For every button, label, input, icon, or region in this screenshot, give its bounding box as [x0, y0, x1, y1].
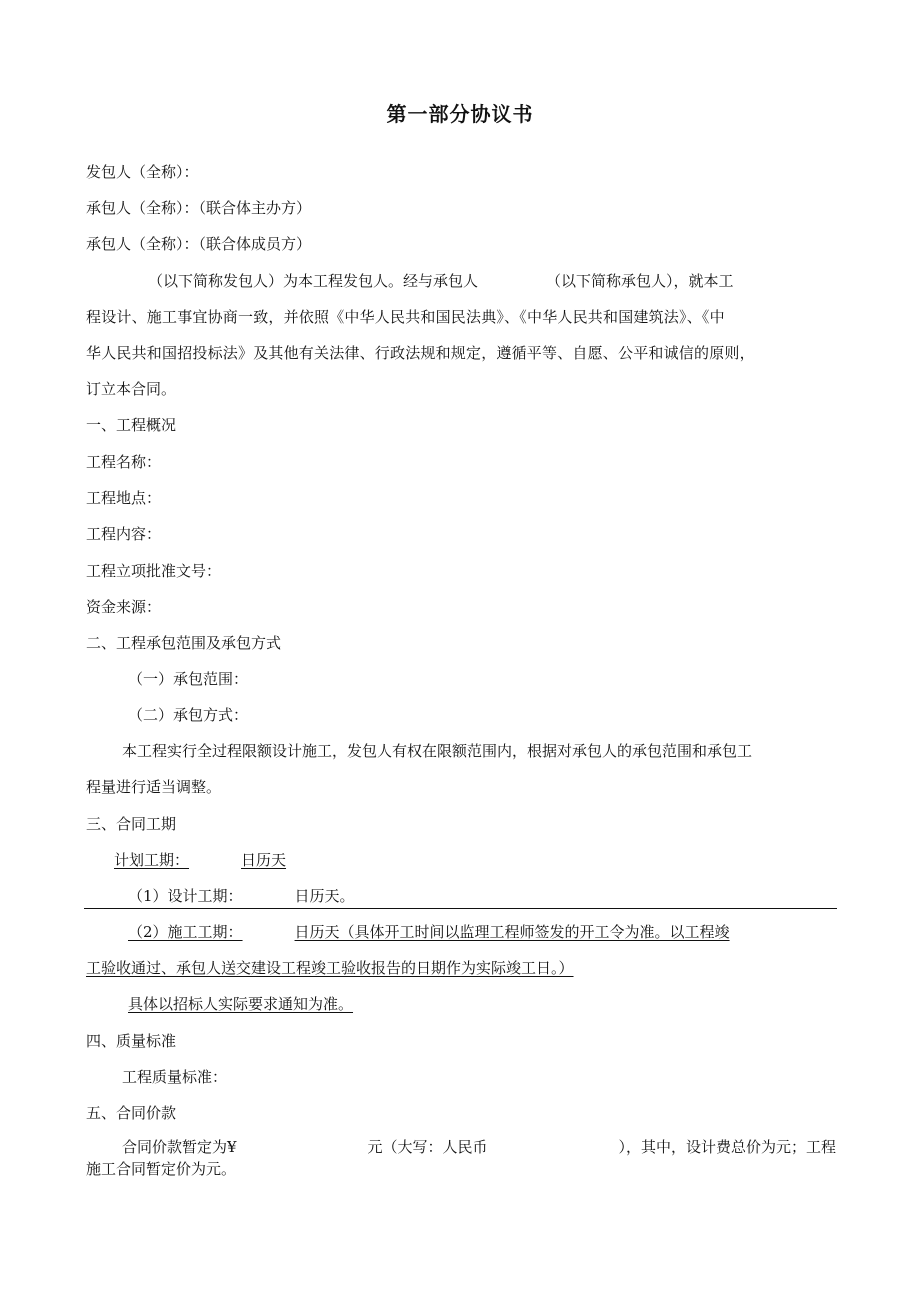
quality-standard-line: 工程质量标准：	[122, 1068, 228, 1086]
contract-price-line-2: 施工合同暂定价为元。	[86, 1160, 237, 1178]
section-5-heading: 五、合同价款	[86, 1104, 177, 1122]
funding-source-line: 资金来源：	[86, 598, 162, 616]
design-duration-line	[128, 886, 355, 906]
contract-scope-line: （一）承包范围：	[128, 670, 249, 688]
intro-line-2: 程设计、施工事宜协商一致，并依照《中华人民共和国民法典》、《中华人民共和国建筑法》、《中	[86, 308, 725, 326]
section-3-heading: 三、合同工期	[86, 815, 177, 833]
contract-price-words-label: 元（大写：人民币	[367, 1138, 488, 1156]
project-approval-line: 工程立项批准文号：	[86, 562, 222, 580]
horizontal-rule	[84, 908, 837, 909]
construction-duration-label: （2）施工工期：	[128, 923, 243, 941]
project-content-line: 工程内容：	[86, 525, 162, 543]
design-duration-label: （1）设计工期：	[128, 887, 243, 905]
section-4-heading: 四、质量标准	[86, 1032, 177, 1050]
construction-duration-line-2: 工验收通过、承包人送交建设工程竣工验收报告的日期作为实际竣工日。）	[86, 959, 574, 977]
contract-method-line: （二）承包方式：	[128, 706, 249, 724]
party-a-line: 发包人（全称）：	[86, 163, 199, 181]
contract-price-label: 合同价款暂定为¥	[122, 1138, 237, 1156]
document-title: 第一部分协议书	[386, 102, 534, 126]
limit-design-para-line-1: 本工程实行全过程限额设计施工，发包人有权在限额范围内，根据对承包人的承包范围和承包工	[122, 742, 753, 760]
duration-note-line: 具体以招标人实际要求通知为准。	[128, 995, 354, 1013]
party-b-lead-line: 承包人（全称）：（联合体主办方）	[86, 199, 312, 217]
section-1-heading: 一、工程概况	[86, 416, 177, 434]
planned-duration-line	[114, 850, 286, 870]
construction-duration-text: 日历天（具体开工时间以监理工程师签发的开工令为准。以工程竣	[294, 923, 730, 941]
planned-duration-unit: 日历天	[241, 851, 287, 869]
limit-design-para-line-2: 程量进行适当调整。	[86, 778, 222, 796]
project-location-line: 工程地点：	[86, 489, 162, 507]
intro-line-3: 华人民共和国招投标法》及其他有关法律、行政法规和规定，遵循平等、自愿、公平和诚信的原则，	[86, 344, 755, 362]
section-2-heading: 二、工程承包范围及承包方式	[86, 634, 282, 652]
intro-line-1-part-a: （以下简称发包人）为本工程发包人。经与承包人	[148, 272, 479, 290]
planned-duration-label: 计划工期：	[114, 851, 190, 869]
intro-line-1	[148, 271, 734, 291]
contract-price-line-1	[86, 1137, 836, 1157]
contract-price-breakdown: ），其中，设计费总价为元；工程	[618, 1138, 836, 1156]
construction-duration-line	[128, 922, 730, 942]
party-b-member-line: 承包人（全称）：（联合体成员方）	[86, 235, 312, 253]
design-duration-unit: 日历天。	[294, 887, 355, 905]
intro-line-4: 订立本合同。	[86, 380, 177, 398]
project-name-line: 工程名称：	[86, 453, 162, 471]
intro-line-1-part-b: （以下简称承包人），就本工	[546, 272, 734, 290]
